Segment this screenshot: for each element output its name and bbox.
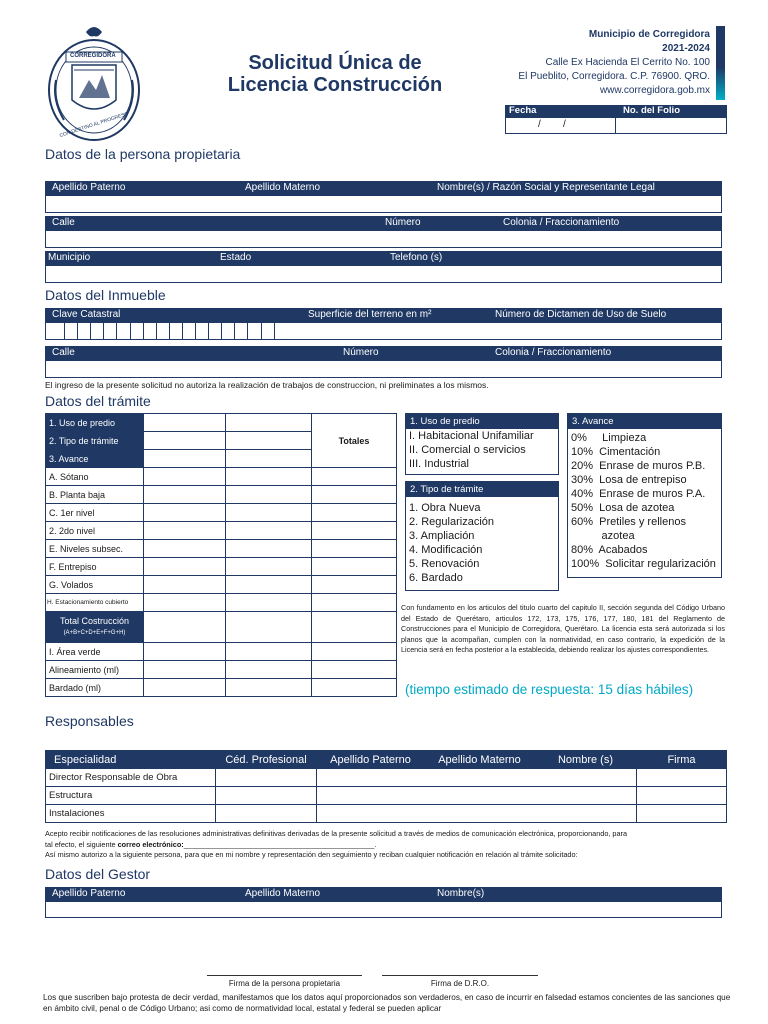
responsable-estructura: Estructura: [46, 787, 216, 805]
table-cell[interactable]: [144, 679, 226, 697]
dictamen-label: Número de Dictamen de Uso de Suelo: [495, 309, 667, 320]
table-cell[interactable]: [312, 486, 397, 504]
responsable-instalaciones: Instalaciones: [46, 805, 216, 823]
uso-cell-1[interactable]: [144, 414, 226, 432]
total-construccion-label: Total Costrucción: [59, 616, 130, 626]
table-cell[interactable]: [312, 558, 397, 576]
email-label: correo electrónico:: [117, 839, 184, 849]
tramite-row-label: G. Volados: [46, 576, 144, 594]
table-cell[interactable]: [312, 661, 397, 679]
owner-section-title: Datos de la persona propietaria: [45, 146, 241, 162]
property-address-header: [45, 346, 722, 360]
table-cell[interactable]: [312, 504, 397, 522]
avance-legend-item: azotea: [571, 530, 635, 542]
table-cell[interactable]: [144, 661, 226, 679]
table-cell[interactable]: [144, 504, 226, 522]
gestor-section-title: Datos del Gestor: [45, 866, 151, 882]
table-cell[interactable]: [144, 643, 226, 661]
table-cell[interactable]: [216, 787, 317, 805]
uso-predio-legend: [405, 413, 559, 475]
gestor-apellido-paterno-label: Apellido Paterno: [52, 888, 126, 899]
estado-label: Estado: [220, 252, 252, 263]
owner-address-header: [45, 216, 722, 230]
table-cell[interactable]: [637, 805, 727, 823]
tipo-legend-item: 2. Regularización: [409, 516, 494, 528]
clave-catastral-cell[interactable]: [209, 323, 222, 339]
administration-period: 2021-2024: [662, 43, 710, 54]
municipal-seal: [44, 20, 144, 145]
table-cell[interactable]: [144, 612, 226, 643]
table-cell[interactable]: [144, 576, 226, 594]
owner-name-header: [45, 181, 722, 195]
col-especialidad: Especialidad: [46, 751, 216, 769]
tipo-legend-item: 5. Renovación: [409, 558, 480, 570]
table-cell[interactable]: [637, 769, 727, 787]
folio-field[interactable]: [615, 117, 727, 134]
clave-catastral-cell[interactable]: [78, 323, 91, 339]
colonia-label: Colonia / Fraccionamiento: [503, 217, 620, 228]
clave-catastral-cell[interactable]: [144, 323, 157, 339]
avance-legend-item: 30% Losa de entrepiso: [571, 474, 687, 486]
tramite-row-uso: 1. Uso de predio: [46, 414, 144, 432]
table-cell[interactable]: [144, 594, 226, 612]
tipo-cell-2[interactable]: [226, 432, 312, 450]
title-line-1: Solicitud Única de: [248, 52, 422, 74]
avance-legend-item: 0% Limpieza: [571, 432, 647, 444]
folio-label: No. del Folio: [623, 105, 680, 116]
col-firma: Firma: [637, 751, 727, 769]
numero-label: Número: [385, 217, 421, 228]
calle-label: Calle: [52, 217, 75, 228]
address-line-1: Calle Ex Hacienda El Cerrito No. 100: [545, 57, 710, 68]
clave-catastral-cell[interactable]: [235, 323, 248, 339]
col-apellido-materno: Apellido Materno: [425, 751, 535, 769]
table-cell[interactable]: [226, 558, 312, 576]
table-cell[interactable]: [312, 643, 397, 661]
table-cell[interactable]: [312, 679, 397, 697]
clave-catastral-cell[interactable]: [118, 323, 131, 339]
table-cell[interactable]: [312, 540, 397, 558]
property-section-title: Datos del Inmueble: [45, 287, 166, 303]
tramite-row-label: H. Estacionamiento cubierto: [46, 594, 144, 612]
municipality-info: [518, 28, 710, 98]
avance-legend-item: 50% Losa de azotea: [571, 502, 675, 514]
seal-text-bottom: CON DESTINO AL PROGRESO: [58, 111, 130, 139]
website-link[interactable]: www.corregidora.gob.mx: [599, 85, 710, 96]
table-cell[interactable]: [226, 540, 312, 558]
tramite-row-label: C. 1er nivel: [46, 504, 144, 522]
tipo-legend-item: 6. Bardado: [409, 572, 463, 584]
col-apellido-paterno: Apellido Paterno: [317, 751, 425, 769]
legal-basis-text: Con fundamento en los articulos del titulo cuarto del capitulo II, sección segunda del Código Urbano del Estado de Querétaro, articulos 172, 173, 175, 176, 177, 180, 181 del Reglamento de Construcciones para el Municipio de Corregidora, Querétaro. La licencia esta será autorizada si los planos que la acompañan, cumplen con la normatividad, en caso contrario, la expedición de la Licencia será en fecha posterior a la establecida, debiendo realizar los ajustes correspondientes.: [401, 603, 725, 654]
avance-legend-item: 60% Pretiles y rellenos: [571, 516, 686, 528]
property-numero-label: Número: [343, 347, 379, 358]
totales-header: Totales: [312, 414, 397, 468]
table-cell[interactable]: [312, 468, 397, 486]
table-cell[interactable]: [317, 805, 637, 823]
gestor-header: [45, 887, 722, 901]
clave-catastral-cell[interactable]: [52, 323, 65, 339]
consent-text: [45, 829, 729, 861]
apellido-paterno-label: Apellido Paterno: [52, 182, 126, 193]
table-cell[interactable]: [226, 594, 312, 612]
title-line-2: Licencia Construcción: [227, 74, 443, 96]
tipo-legend-item: 4. Modificación: [409, 544, 483, 556]
property-calle-label: Calle: [52, 347, 75, 358]
property-note: El ingreso de la presente solicitud no autoriza la realización de trabajos de construccion, ni preliminates a los mismos.: [45, 380, 489, 390]
tramite-row-label: B. Planta baja: [46, 486, 144, 504]
avance-legend-item: 20% Enrase de muros P.B.: [571, 460, 706, 472]
fecha-folio-header: [505, 105, 727, 117]
nombre-label: Nombre(s) / Razón Social y Representante Legal: [437, 182, 655, 193]
owner-signature-line[interactable]: [207, 975, 362, 976]
accent-bar: [716, 26, 725, 100]
uso-legend-title: 1. Uso de predio: [406, 414, 558, 429]
tipo-legend-item: 1. Obra Nueva: [409, 502, 481, 514]
avance-cell-2[interactable]: [226, 450, 312, 468]
table-cell[interactable]: [317, 787, 637, 805]
table-cell[interactable]: [226, 576, 312, 594]
declaration-text: Los que suscriben bajo protesta de decir verdad, manifestamos que los datos aquí proporcionados son verdaderos, en caso de incurrir en falsedad estamos concientes de las sanciones que en ámbito civil, penal o de Código Urbano; asi como de normatividad local, estatal y federal se pueden aplicar: [43, 993, 731, 1013]
total-construccion-cell: [46, 612, 144, 643]
avance-legend: [567, 413, 722, 578]
tramite-row-label: 2. 2do nivel: [46, 522, 144, 540]
tramite-row-label: Bardado (ml): [46, 679, 144, 697]
owner-location-field[interactable]: [45, 265, 722, 283]
table-cell[interactable]: [144, 468, 226, 486]
table-cell[interactable]: [312, 576, 397, 594]
avance-legend-item: 80% Acabados: [571, 544, 648, 556]
gestor-field[interactable]: [45, 901, 722, 918]
responsables-table: [45, 750, 727, 823]
table-cell[interactable]: [312, 522, 397, 540]
municipio-label: Municipio: [48, 252, 91, 263]
email-field[interactable]: _______________________________________________.: [183, 839, 377, 849]
clave-catastral-cell[interactable]: [222, 323, 235, 339]
table-cell[interactable]: [144, 522, 226, 540]
avance-legend-item: 40% Enrase de muros P.A.: [571, 488, 706, 500]
property-address-field[interactable]: [45, 360, 722, 378]
owner-address-field[interactable]: [45, 230, 722, 248]
clave-catastral-cell[interactable]: [170, 323, 183, 339]
table-cell[interactable]: [226, 679, 312, 697]
clave-catastral-cell[interactable]: [157, 323, 170, 339]
apellido-materno-label: Apellido Materno: [245, 182, 321, 193]
clave-catastral-cell[interactable]: [249, 323, 262, 339]
avance-legend-item: 100% Solicitar regularización: [571, 558, 716, 570]
tramite-row-label: Alineamiento (ml): [46, 661, 144, 679]
seal-text-top: CORREGIDORA: [70, 53, 116, 59]
table-cell[interactable]: [226, 504, 312, 522]
col-cedula: Céd. Profesional: [216, 751, 317, 769]
gestor-apellido-materno-label: Apellido Materno: [245, 888, 321, 899]
owner-location-header: [45, 251, 722, 265]
property-id-header: [45, 308, 722, 322]
table-cell[interactable]: [144, 540, 226, 558]
dro-signature-line[interactable]: [382, 975, 538, 976]
consent-line-2: [45, 840, 729, 851]
avance-cell-1[interactable]: [144, 450, 226, 468]
consent-line-2a: tal efecto, el siguiente: [45, 839, 118, 849]
table-cell[interactable]: [637, 787, 727, 805]
tramite-row-label: F. Entrepiso: [46, 558, 144, 576]
table-cell[interactable]: [216, 769, 317, 787]
avance-legend-item: 10% Cimentación: [571, 446, 661, 458]
responsables-section-title: Responsables: [45, 713, 134, 729]
total-construccion-formula: (A+B+C+D+E+F+G+H): [63, 630, 126, 636]
clave-catastral-cell[interactable]: [262, 323, 275, 339]
tramite-row-avance: 3. Avance: [46, 450, 144, 468]
responsable-director: Director Responsable de Obra: [46, 769, 216, 787]
owner-signature-label: Firma de la persona propietaria: [228, 979, 341, 988]
fecha-value: / /: [538, 119, 566, 130]
uso-cell-2[interactable]: [226, 414, 312, 432]
tramite-table: [45, 413, 397, 697]
table-cell[interactable]: [226, 522, 312, 540]
owner-name-field[interactable]: [45, 195, 722, 213]
dro-signature-label: Firma de D.R.O.: [430, 979, 490, 988]
gestor-nombre-label: Nombre(s): [437, 888, 485, 899]
clave-catastral-cell[interactable]: [65, 323, 78, 339]
clave-catastral-cell[interactable]: [183, 323, 196, 339]
tramite-row-label: A. Sótano: [46, 468, 144, 486]
avance-legend-title: 3. Avance: [568, 414, 721, 429]
uso-legend-item: III. Industrial: [409, 458, 469, 470]
table-cell[interactable]: [317, 769, 637, 787]
clave-catastral-label: Clave Catastral: [52, 309, 121, 320]
superficie-label: Superficie del terreno en m²: [308, 309, 432, 320]
fecha-label: Fecha: [509, 105, 537, 116]
table-cell[interactable]: [144, 558, 226, 576]
tipo-legend-title: 2. Tipo de trámite: [406, 482, 558, 497]
address-line-2: El Pueblito, Corregidora. C.P. 76900. QRO.: [518, 71, 710, 82]
tramite-row-label: I. Área verde: [46, 643, 144, 661]
tipo-tramite-legend: [405, 481, 559, 591]
tramite-row-label: E. Niveles subsec.: [46, 540, 144, 558]
tramite-row-tipo: 2. Tipo de trámite: [46, 432, 144, 450]
consent-line-3: Así mismo autorizo a la siguiente persona, para que en mi nombre y representación den seguimiento y reciban cualquier notificación en relación al trámite solicitado:: [45, 850, 578, 859]
col-nombre: Nombre (s): [535, 751, 637, 769]
table-cell[interactable]: [226, 468, 312, 486]
telefono-label: Telefono (s): [390, 252, 443, 263]
uso-legend-item: I. Habitacional Unifamiliar: [409, 430, 534, 442]
clave-catastral-cell[interactable]: [91, 323, 104, 339]
table-cell[interactable]: [226, 612, 312, 643]
tipo-legend-item: 3. Ampliación: [409, 530, 475, 542]
consent-line-1: Acepto recibir notificaciones de las resoluciones administrativas definitivas derivadas de la presente solicitud a través de medios de comunicación electrónica, proporcionando, para: [45, 829, 628, 838]
municipality-name: Municipio de Corregidora: [588, 29, 710, 40]
fecha-field[interactable]: [505, 117, 616, 134]
uso-legend-item: II. Comercial o servicios: [409, 444, 526, 456]
table-cell[interactable]: [144, 486, 226, 504]
clave-catastral-cell[interactable]: [104, 323, 117, 339]
table-cell[interactable]: [216, 805, 317, 823]
clave-catastral-cell[interactable]: [131, 323, 144, 339]
table-cell[interactable]: [226, 661, 312, 679]
page-title: [200, 52, 470, 96]
property-colonia-label: Colonia / Fraccionamiento: [495, 347, 612, 358]
table-cell[interactable]: [312, 594, 397, 612]
table-cell[interactable]: [226, 486, 312, 504]
tramite-section-title: Datos del trámite: [45, 393, 151, 409]
clave-catastral-cell[interactable]: [196, 323, 209, 339]
response-time-note: (tiempo estimado de respuesta: 15 días hábiles): [405, 682, 694, 697]
table-cell[interactable]: [226, 643, 312, 661]
table-cell[interactable]: [312, 612, 397, 643]
tipo-cell-1[interactable]: [144, 432, 226, 450]
